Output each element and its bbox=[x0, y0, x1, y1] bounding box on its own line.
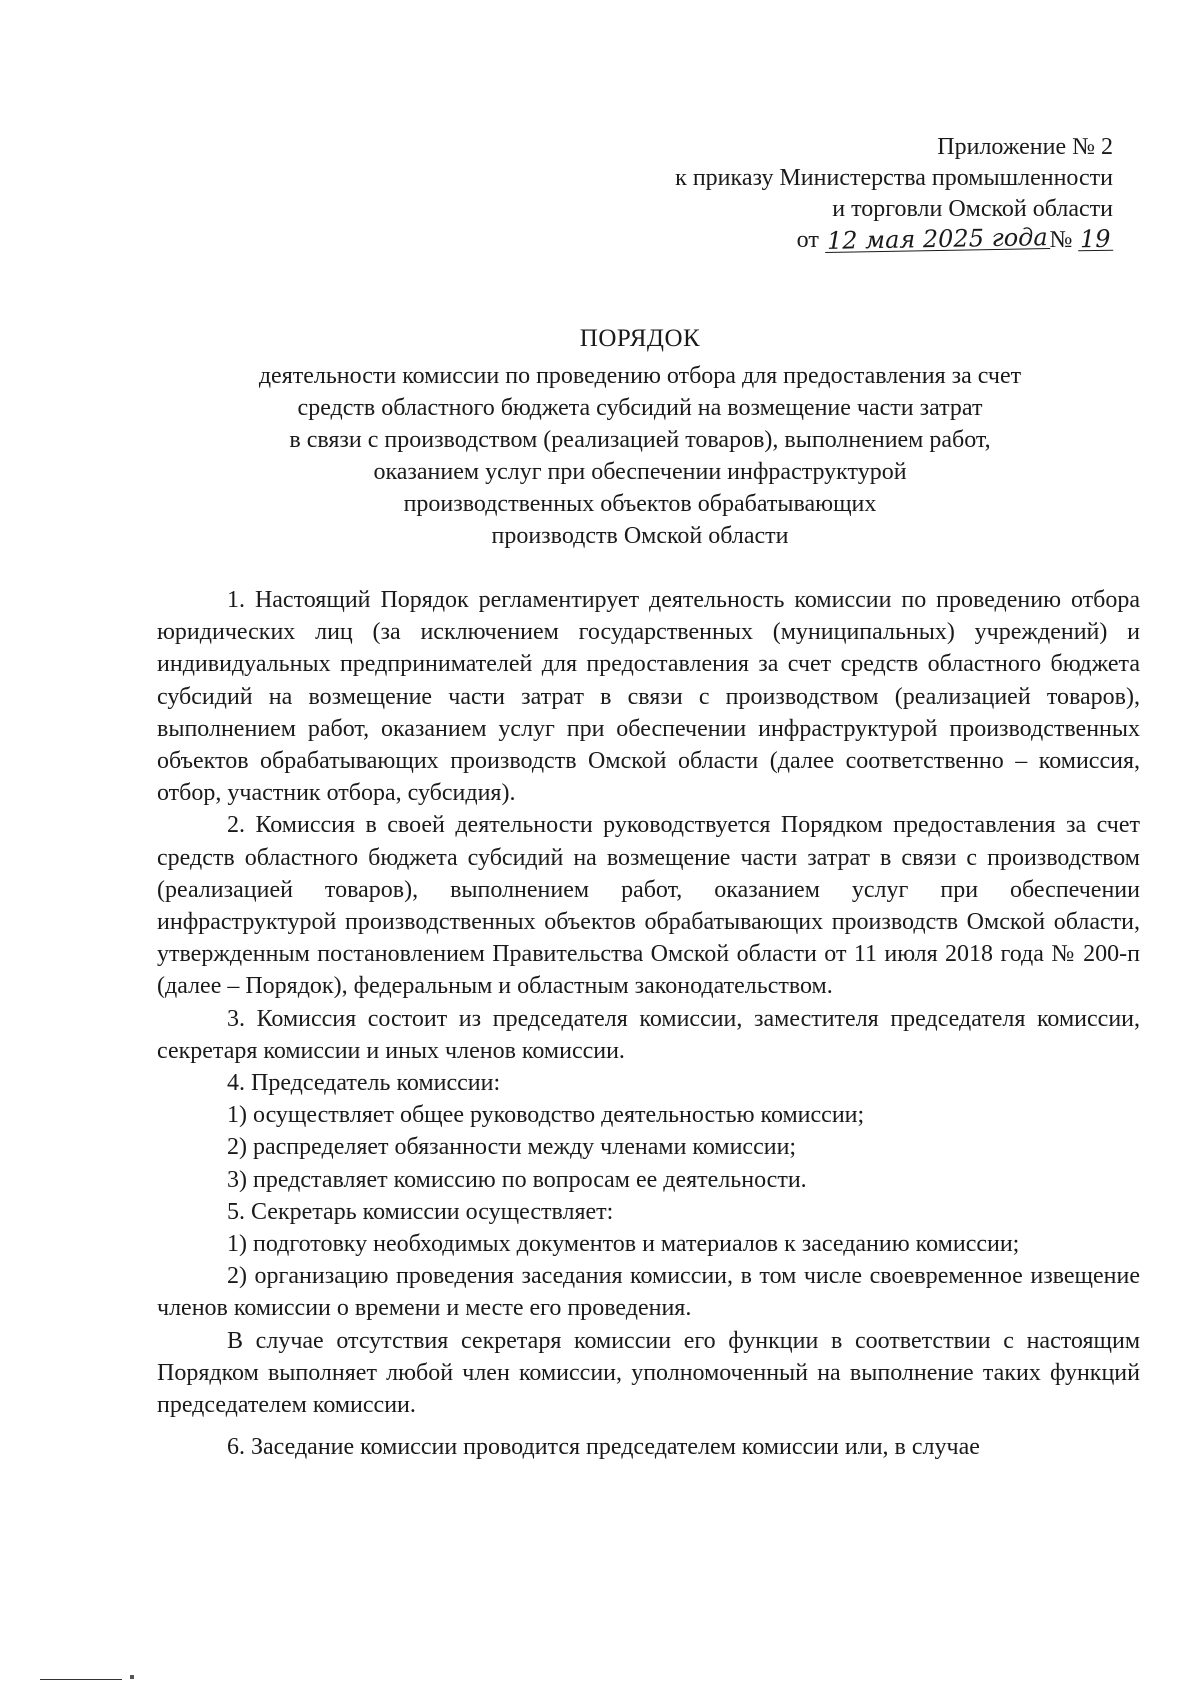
document-title: ПОРЯДОК bbox=[579, 325, 701, 352]
paragraph-5-item-2: 2) организацию проведения заседания комиссии, в том числе своевременное извещение членов комиссии о времени и месте его проведения. bbox=[157, 1263, 1140, 1322]
document-subtitle bbox=[160, 360, 1120, 552]
subtitle-line: оказанием услуг при обеспечении инфраструктурой bbox=[373, 459, 907, 485]
handwritten-date: 12 мая 2025 года bbox=[826, 223, 1048, 255]
subtitle-line: деятельности комиссии по проведению отбора для предоставления за счет bbox=[258, 363, 1022, 389]
paragraph-6: 6. Заседание комиссии проводится председателем комиссии или, в случае bbox=[227, 1434, 980, 1461]
footnote-divider bbox=[40, 1679, 122, 1680]
subtitle-line: производственных объектов обрабатывающих bbox=[403, 491, 877, 517]
paragraph-3: 3. Комиссия состоит из председателя комиссии, заместителя председателя комиссии, секретаря комиссии и иных членов комиссии. bbox=[157, 1005, 1140, 1064]
appendix-number: Приложение № 2 bbox=[937, 134, 1113, 160]
paragraph-4-item-2: 2) распределяет обязанности между членами комиссии; bbox=[227, 1134, 797, 1161]
paragraph-1: 1. Настоящий Порядок регламентирует деятельность комиссии по проведению отбора юридических лиц (за исключением государственных (муниципальных) учреждений) и индивидуальных предпринимателей для предоставления за счет средств областного бюджета субсидий на возмещение части затрат в связи с производством (реализацией товаров), выполнением работ, оказанием услуг при обеспечении инфраструктурой производственных объектов обрабатывающих производств Омской области (далее соответственно – комиссия, отбор, участник отбора, субсидия). bbox=[157, 587, 1140, 807]
order-date-line bbox=[553, 225, 1113, 256]
ministry-name: и торговли Омской области bbox=[832, 196, 1113, 222]
paragraph-2: 2. Комиссия в своей деятельности руководствуется Порядком предоставления за счет средств областного бюджета субсидий на возмещение части затрат в связи с производством (реализацией товаров), выполнением работ, оказанием услуг при обеспечении инфраструктурой производственных объектов обрабатывающих производств Омской области, утвержденным постановлением Правительства Омской области от 11 июля 2018 года № 200-п (далее – Порядок), федеральным и областным законодательством. bbox=[157, 812, 1140, 1000]
paragraph-4: 4. Председатель комиссии: bbox=[227, 1070, 501, 1097]
handwritten-number: 19 bbox=[1080, 224, 1112, 254]
paragraph-5-item-1: 1) подготовку необходимых документов и материалов к заседанию комиссии; bbox=[227, 1231, 1020, 1258]
paragraph-5: 5. Секретарь комиссии осуществляет: bbox=[227, 1198, 614, 1225]
subtitle-line: средств областного бюджета субсидий на возмещение части затрат bbox=[297, 395, 983, 421]
document-body bbox=[157, 584, 1140, 1463]
subtitle-line: в связи с производством (реализацией товаров), выполнением работ, bbox=[289, 427, 991, 453]
date-prefix: от bbox=[796, 227, 819, 253]
paragraph-4-item-3: 3) представляет комиссию по вопросам ее деятельности. bbox=[227, 1166, 807, 1193]
number-prefix: № bbox=[1049, 227, 1073, 253]
subtitle-line: производств Омской области bbox=[491, 523, 789, 549]
order-reference: к приказу Министерства промышленности bbox=[675, 165, 1113, 191]
appendix-header bbox=[553, 132, 1113, 256]
scan-speck bbox=[130, 1675, 134, 1679]
paragraph-4-item-1: 1) осуществляет общее руководство деятельностью комиссии; bbox=[227, 1102, 865, 1129]
paragraph-5-note: В случае отсутствия секретаря комиссии его функции в соответствии с настоящим Порядком выполняет любой член комиссии, уполномоченный на выполнение таких функций председателем комиссии. bbox=[157, 1327, 1140, 1419]
